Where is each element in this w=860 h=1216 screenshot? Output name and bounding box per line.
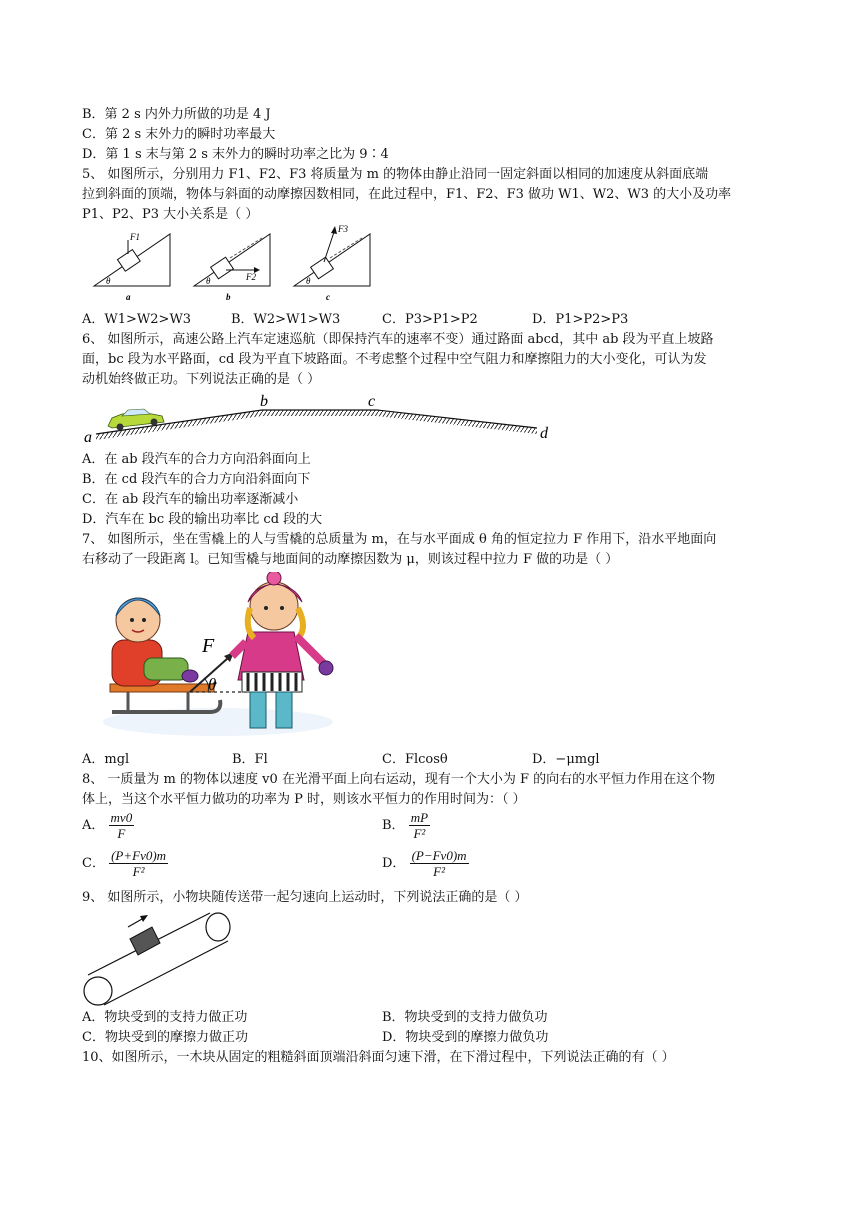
q8-option-a-label: A． [82,818,105,833]
label-theta-c: θ [306,276,311,286]
label-f3: F3 [338,224,348,234]
q8-option-c-label: C． [82,856,105,871]
q8-option-b-label: B． [382,818,405,833]
q4-option-d: D．第 1 s 末与第 2 s 末外力的瞬时功率之比为 9∶4 [82,147,389,162]
q8-option-b-fraction [409,810,430,841]
label-f1: F1 [130,232,140,242]
q8-option-a [82,810,134,841]
q8-option-d-label: D． [382,856,406,871]
q8-option-d-fraction [410,848,469,879]
q9-option-a: A．物块受到的支持力做正功 [82,1010,248,1025]
label-d: d [540,425,548,442]
q4-option-b: B．第 2 s 内外力所做的功是 4 J [82,107,271,122]
label-theta: θ [208,675,217,694]
q5-incline-figures [88,224,388,306]
label-a: a [84,429,92,446]
q6-option-a: A．在 ab 段汽车的合力方向沿斜面向上 [82,452,311,467]
q7-option-b: B．Fl [232,752,268,767]
q6-option-d: D．汽车在 bc 段的输出功率比 cd 段的大 [82,512,323,527]
fraction-numerator: mv0 [110,810,133,825]
label-c: c [326,292,330,302]
q5-stem-line1: 5、 如图所示，分别用力 F1、F2、F3 将质量为 m 的物体由静止沿同一固定斜面以相同的加速度从斜面底端 [82,167,709,182]
q5-stem-line2: 拉到斜面的顶端，物体与斜面的动摩擦因数相同，在此过程中，F1、F2、F3 做功 W1、W2、W3 的大小及功率 [82,187,732,202]
label-b: b [226,292,231,302]
q7-sled-illustration [98,572,338,742]
q7-option-c: C．Flcosθ [382,752,448,767]
fraction-denominator: F² [413,826,426,841]
q8-option-d [382,848,469,879]
q7-stem-line1: 7、 如图所示，坐在雪橇上的人与雪橇的总质量为 m，在与水平面成 θ 角的恒定拉力 F 作用下，沿水平地面向 [82,532,717,547]
q8-option-a-fraction [109,810,135,841]
fraction-numerator: mP [410,810,429,825]
q8-stem-line1: 8、 一质量为 m 的物体以速度 v0 在光滑平面上向右运动，现有一个大小为 F 的向右的水平恒力作用在这个物 [82,772,716,787]
label-theta-a: θ [106,276,111,286]
incline-figure-a [94,232,170,302]
q9-conveyor-figure [80,905,240,1009]
q6-stem-line3: 动机始终做正功。下列说法正确的是（ ） [82,372,321,387]
q10-stem-line1: 10、如图所示，一木块从固定的粗糙斜面顶端沿斜面匀速下滑，在下滑过程中，下列说法正确的有（ ） [82,1050,675,1065]
q9-option-d: D．物块受到的摩擦力做负功 [382,1030,549,1045]
label-theta-b: θ [206,276,211,286]
q6-option-c: C．在 ab 段汽车的输出功率逐渐减小 [82,492,299,507]
q9-stem-line1: 9、 如图所示，小物块随传送带一起匀速向上运动时，下列说法正确的是（ ） [82,890,528,905]
q8-option-c [82,848,168,879]
q7-option-a: A．mgl [82,752,130,767]
q8-stem-line2: 体上，当这个水平恒力做功的功率为 P 时，则该水平恒力的作用时间为：（ ） [82,792,526,807]
incline-figure-b [194,234,270,302]
q6-road-figure [82,388,562,448]
q4-option-c: C．第 2 s 末外力的瞬时功率最大 [82,127,276,142]
q8-option-c-fraction [109,848,168,879]
q6-stem-line2: 面，bc 段为水平路面，cd 段为平直下坡路面。不考虑整个过程中空气阻力和摩擦阻力的大小变化，可认为发 [82,352,707,367]
q5-option-a: A．W1>W2>W3 [82,312,192,327]
label-b: b [260,393,268,410]
q5-option-d: D．P1>P2>P3 [532,312,629,327]
q9-option-c: C．物块受到的摩擦力做正功 [82,1030,248,1045]
q7-stem-line2: 右移动了一段距离 l。已知雪橇与地面间的动摩擦因数为 μ，则该过程中拉力 F 做的功是（ ） [82,552,619,567]
q9-option-b: B．物块受到的支持力做负功 [382,1010,548,1025]
incline-figure-c [294,224,370,302]
q6-option-b: B．在 cd 段汽车的合力方向沿斜面向下 [82,472,311,487]
child-on-sled [112,598,198,686]
q5-option-c: C．P3>P1>P2 [382,312,478,327]
fraction-denominator: F² [433,864,445,879]
q6-stem-line1: 6、 如图所示，高速公路上汽车定速巡航（即保持汽车的速率不变）通过路面 abcd，其中 ab 段为平直上坡路 [82,332,714,347]
label-f2: F2 [246,272,256,282]
q5-option-b: B．W2>W1>W3 [231,312,341,327]
q5-stem-line3: P1、P2、P3 大小关系是（ ） [82,207,259,222]
label-a: a [126,292,131,302]
fraction-denominator: F² [132,864,145,879]
fraction-numerator: (P+Fv0)m [111,848,167,863]
fraction-numerator: (P−Fv0)m [411,848,467,863]
q8-option-b [382,810,430,841]
fraction-denominator: F [117,826,126,841]
q7-option-d: D．−μmgl [532,752,600,767]
girl-pulling [232,572,333,728]
label-f: F [202,635,215,657]
label-c: c [368,393,376,410]
